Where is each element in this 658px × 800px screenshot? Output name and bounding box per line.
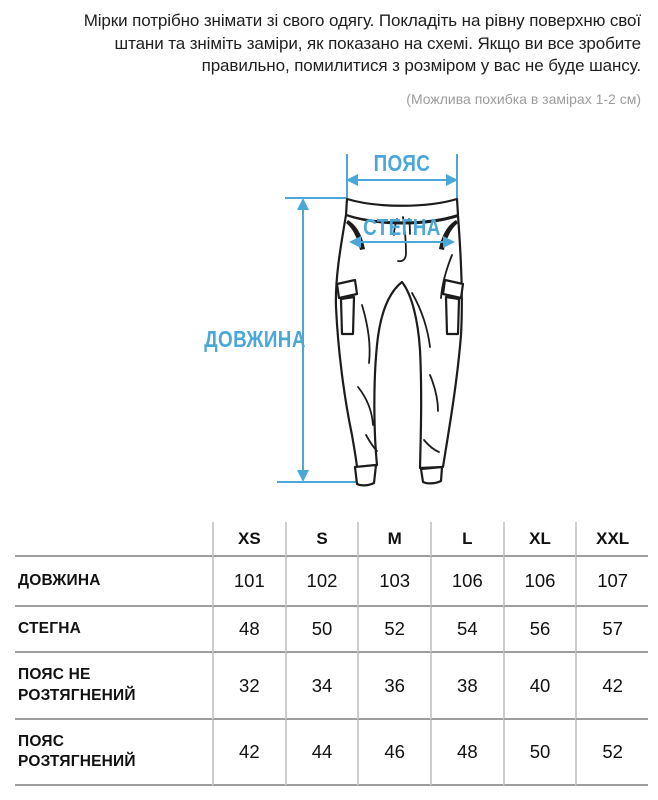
size-value-cell: 101 bbox=[212, 557, 285, 607]
size-value-cell: 48 bbox=[212, 607, 285, 653]
left-cuff bbox=[355, 465, 376, 485]
size-column-header: L bbox=[430, 522, 503, 557]
size-value-cell: 106 bbox=[430, 557, 503, 607]
size-column-header: XS bbox=[212, 522, 285, 557]
size-value-cell: 107 bbox=[575, 557, 648, 607]
size-value-cell: 46 bbox=[357, 720, 430, 786]
size-value-cell: 54 bbox=[430, 607, 503, 653]
row-label: ПОЯС РОЗТЯГНЕНИЙ bbox=[15, 720, 212, 786]
pants-measurement-diagram bbox=[180, 135, 480, 525]
tolerance-note: (Можлива похибка в замірах 1-2 см) bbox=[406, 90, 641, 107]
right-cargo-flap bbox=[443, 280, 463, 298]
size-value-cell: 44 bbox=[285, 720, 358, 786]
size-value-cell: 36 bbox=[357, 653, 430, 720]
size-value-cell: 103 bbox=[357, 557, 430, 607]
right-cargo-pocket bbox=[446, 297, 459, 334]
size-value-cell: 42 bbox=[212, 720, 285, 786]
left-cargo-pocket bbox=[341, 297, 354, 334]
size-value-cell: 102 bbox=[285, 557, 358, 607]
size-column-header: M bbox=[357, 522, 430, 557]
row-label: СТЕГНА bbox=[15, 607, 212, 653]
size-value-cell: 50 bbox=[285, 607, 358, 653]
intro-block bbox=[53, 10, 641, 107]
size-value-cell: 57 bbox=[575, 607, 648, 653]
row-label: ПОЯС НЕ РОЗТЯГНЕНИЙ bbox=[15, 653, 212, 720]
size-value-cell: 50 bbox=[503, 720, 576, 786]
row-label: ДОВЖИНА bbox=[15, 557, 212, 607]
waist-dimension-arrow bbox=[346, 151, 458, 198]
size-table bbox=[15, 522, 648, 786]
size-value-cell: 32 bbox=[212, 653, 285, 720]
size-table-corner bbox=[15, 522, 212, 557]
size-column-header: XXL bbox=[575, 522, 648, 557]
size-value-cell: 38 bbox=[430, 653, 503, 720]
size-value-cell: 56 bbox=[503, 607, 576, 653]
length-label: ДОВЖИНА bbox=[204, 327, 306, 353]
size-column-header: XL bbox=[503, 522, 576, 557]
size-value-cell: 52 bbox=[357, 607, 430, 653]
hips-label: СТЕГНА bbox=[363, 215, 441, 241]
size-value-cell: 106 bbox=[503, 557, 576, 607]
intro-paragraph: Мірки потрібно знімати зі свого одягу. Покладіть на рівну поверхню свої штани та зніміть заміри, як показано на схемі. Якщо ви все зробите правильно, помилитися з розміром у вас не буде шансу. bbox=[83, 11, 641, 75]
size-value-cell: 40 bbox=[503, 653, 576, 720]
size-column-header: S bbox=[285, 522, 358, 557]
left-cargo-flap bbox=[337, 280, 357, 298]
size-value-cell: 48 bbox=[430, 720, 503, 786]
waist-label: ПОЯС bbox=[373, 151, 431, 177]
size-value-cell: 42 bbox=[575, 653, 648, 720]
size-value-cell: 52 bbox=[575, 720, 648, 786]
right-cuff bbox=[421, 467, 442, 483]
size-value-cell: 34 bbox=[285, 653, 358, 720]
